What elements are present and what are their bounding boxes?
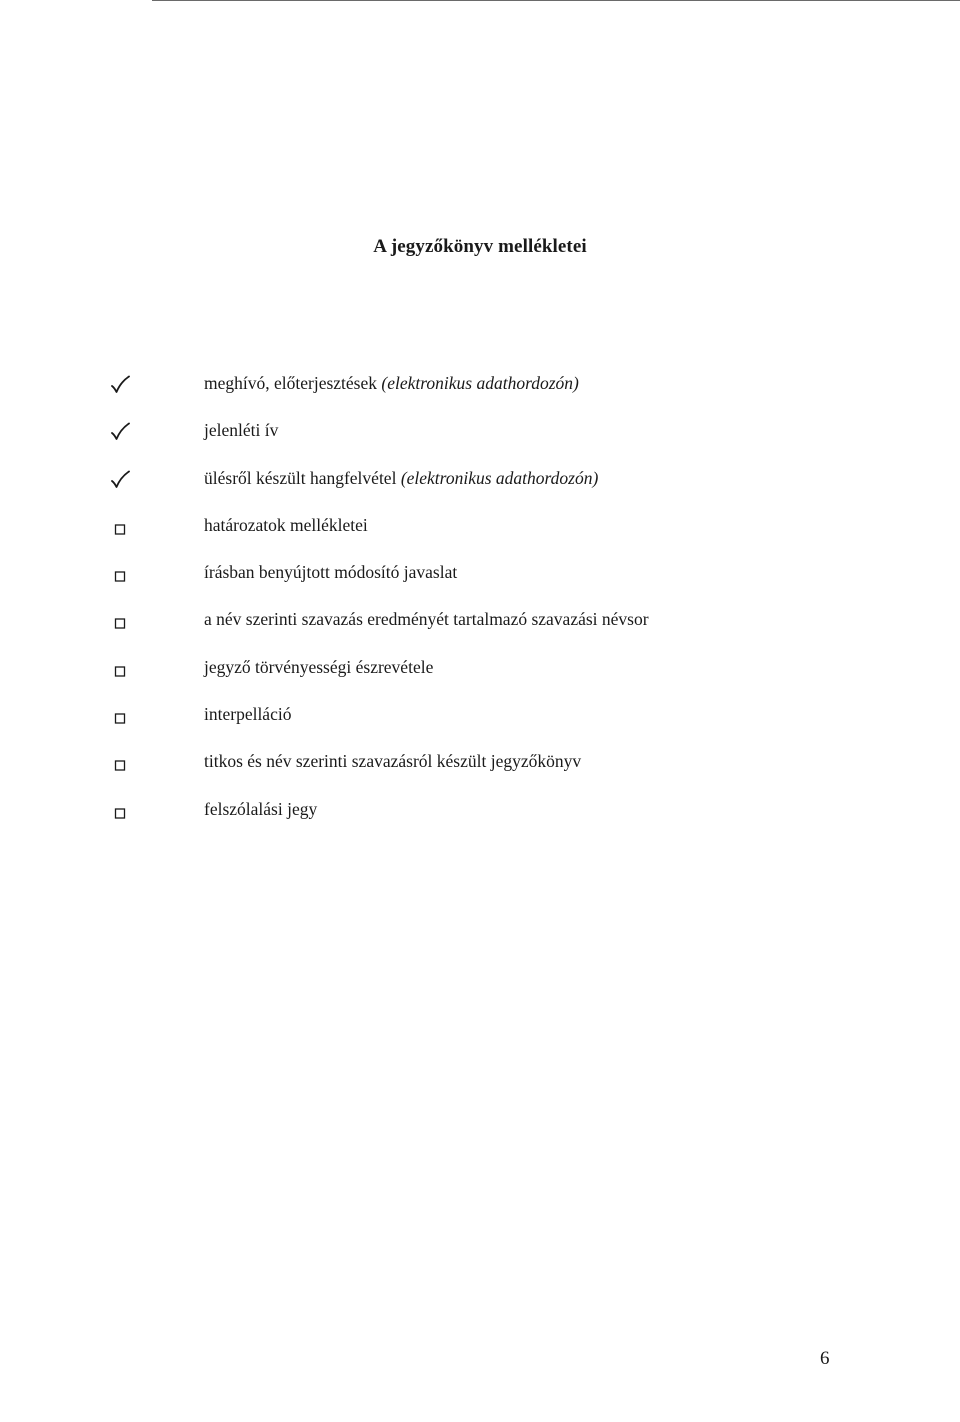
page-title: A jegyzőkönyv mellékletei (373, 236, 587, 257)
item-text (204, 797, 317, 821)
empty-checkbox-icon (110, 753, 130, 773)
checkmark-icon (110, 375, 130, 395)
item-label: ülésről készült hangfelvétel (204, 467, 397, 488)
item-label: meghívó, előterjesztések (204, 373, 377, 393)
marker (110, 422, 130, 442)
checkmark-stroke (112, 377, 129, 393)
marker (110, 564, 130, 584)
checkmark-icon (110, 470, 130, 490)
item-label: határozatok mellékletei (204, 514, 368, 535)
list-item (0, 466, 960, 513)
item-text (204, 560, 457, 584)
item-text (204, 513, 368, 537)
marker (110, 753, 130, 773)
page-number: 6 (820, 1348, 830, 1369)
marker (110, 801, 130, 821)
item-text (204, 371, 579, 395)
list-item (0, 702, 960, 749)
list-item (0, 560, 960, 607)
checkmark-stroke (112, 424, 129, 440)
marker (110, 611, 130, 631)
list-item (0, 797, 960, 844)
checkbox-outline (116, 525, 125, 534)
empty-checkbox-icon (110, 706, 130, 726)
checkmark-icon (110, 422, 130, 442)
item-label: titkos és név szerinti szavazásról készült jegyzőkönyv (204, 751, 582, 772)
attachment-list (0, 371, 960, 844)
item-label: írásban benyújtott módosító javaslat (204, 562, 458, 583)
item-text (204, 749, 581, 773)
item-label: jegyző törvényességi észrevétele (204, 656, 434, 677)
list-item (0, 749, 960, 796)
list-item (0, 655, 960, 702)
list-item (0, 607, 960, 654)
item-text (204, 655, 433, 679)
marker (110, 659, 130, 679)
checkbox-outline (116, 761, 125, 770)
empty-checkbox-icon (110, 801, 130, 821)
item-label: interpelláció (204, 704, 292, 725)
item-text (204, 466, 598, 490)
item-label: felszólalási jegy (204, 798, 318, 819)
checkmark-stroke (112, 471, 129, 487)
item-note: (elektronikus adathordozón) (381, 373, 579, 393)
checkbox-outline (116, 619, 125, 628)
item-text (204, 607, 649, 631)
checkbox-outline (116, 667, 125, 676)
empty-checkbox-icon (110, 517, 130, 537)
item-label: jelenléti ív (204, 420, 279, 441)
marker (110, 470, 130, 490)
item-text (204, 418, 278, 442)
item-label: a név szerinti szavazás eredményét tartalmazó szavazási névsor (204, 609, 649, 630)
item-note: (elektronikus adathordozón) (400, 467, 599, 488)
list-item (0, 418, 960, 465)
marker (110, 375, 130, 395)
empty-checkbox-icon (110, 564, 130, 584)
marker (110, 517, 130, 537)
empty-checkbox-icon (110, 659, 130, 679)
empty-checkbox-icon (110, 611, 130, 631)
checkbox-outline (116, 714, 125, 723)
checkbox-outline (116, 572, 125, 581)
item-text (204, 702, 291, 726)
checkbox-outline (116, 809, 125, 818)
list-item (0, 513, 960, 560)
marker (110, 706, 130, 726)
list-item (0, 371, 960, 418)
top-rule (152, 0, 960, 1)
